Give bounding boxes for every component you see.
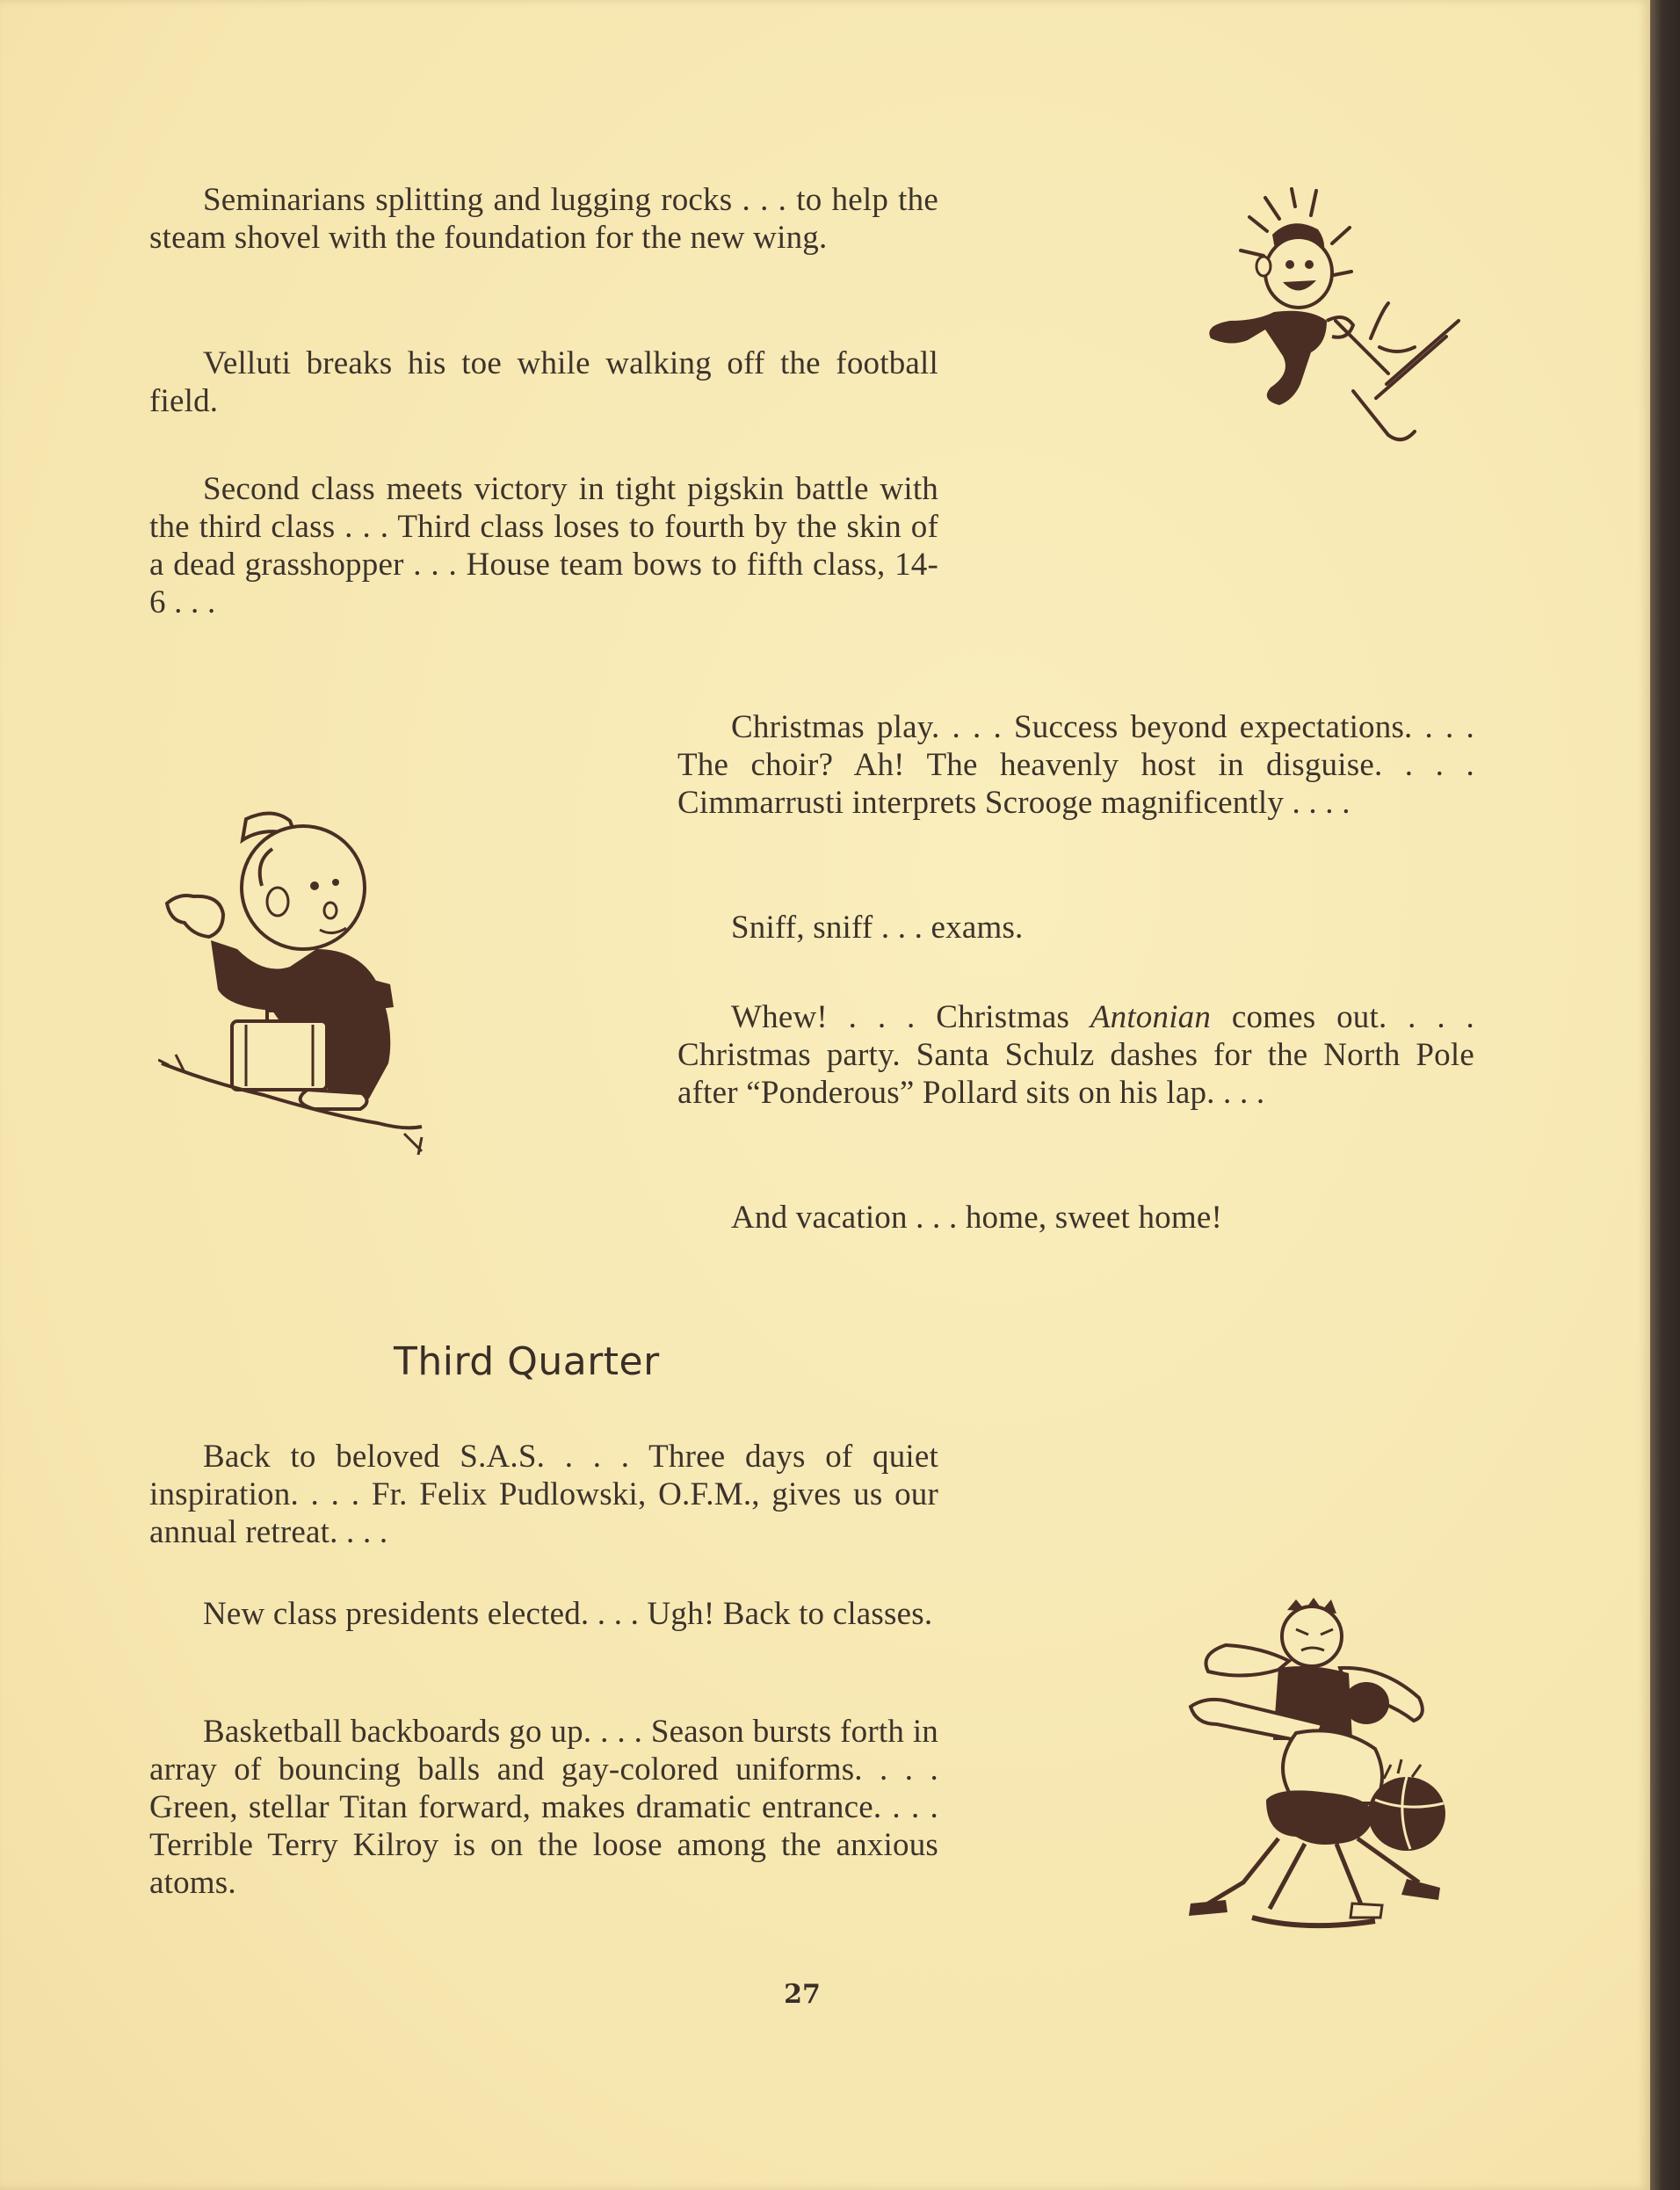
antonian-title: Antonian: [1090, 999, 1212, 1035]
page-number: 27: [784, 1979, 821, 2010]
paragraph-christmas-play: Christmas play. . . . Success beyond expectations. . . . The choir? Ah! The heavenly host in disguise. . . . Cimmarrusti interprets Scrooge magnificently . . . .: [677, 709, 1474, 821]
book-binding-edge: [1650, 0, 1680, 2190]
boy-with-suitcase-icon: [158, 800, 439, 1160]
paragraph-vacation: And vacation . . . home, sweet home!: [731, 1200, 1222, 1236]
paragraph-retreat: Back to beloved S.A.S. . . . Three days of quiet inspiration. . . . Fr. Felix Pudlowski, O.F.M., gives us our annual retreat. . . .: [149, 1439, 938, 1550]
paragraph-basketball: Basketball backboards go up. . . . Season bursts forth in array of bouncing balls and gay-colored uniforms. . . . Green, stellar Titan forward, makes dramatic entrance. . . . Terrible Terry Kilroy is on the loose among the anxious atoms.: [149, 1714, 938, 1901]
antonian-text-before: Whew! . . . Christmas: [731, 999, 1090, 1035]
paragraph-antonian: [677, 998, 1474, 1112]
paragraph-football: Second class meets victory in tight pigskin battle with the third class . . . Third class loses to fourth by the skin of a dead grasshopper . . . House team bows to fifth class, 14-6 . . .: [149, 471, 938, 620]
paragraph-rocks: Seminarians splitting and lugging rocks . . . to help the steam shovel with the foundation for the new wing.: [149, 182, 938, 256]
paragraph-class-presidents: New class presidents elected. . . . Ugh! Back to classes.: [203, 1596, 933, 1632]
section-heading-third-quarter: Third Quarter: [394, 1339, 660, 1384]
surprised-cartoon-icon: [1195, 180, 1476, 453]
paragraph-exams: Sniff, sniff . . . exams.: [731, 910, 1024, 946]
basketball-players-icon: [1164, 1592, 1467, 1944]
paragraph-velluti: Velluti breaks his toe while walking off the football field.: [149, 345, 938, 419]
antonian-text-after: comes out. . . . Christmas party. Santa Schulz dashes for the North Pole after “Ponderous” Pollard sits on his lap. . . .: [677, 999, 1474, 1111]
